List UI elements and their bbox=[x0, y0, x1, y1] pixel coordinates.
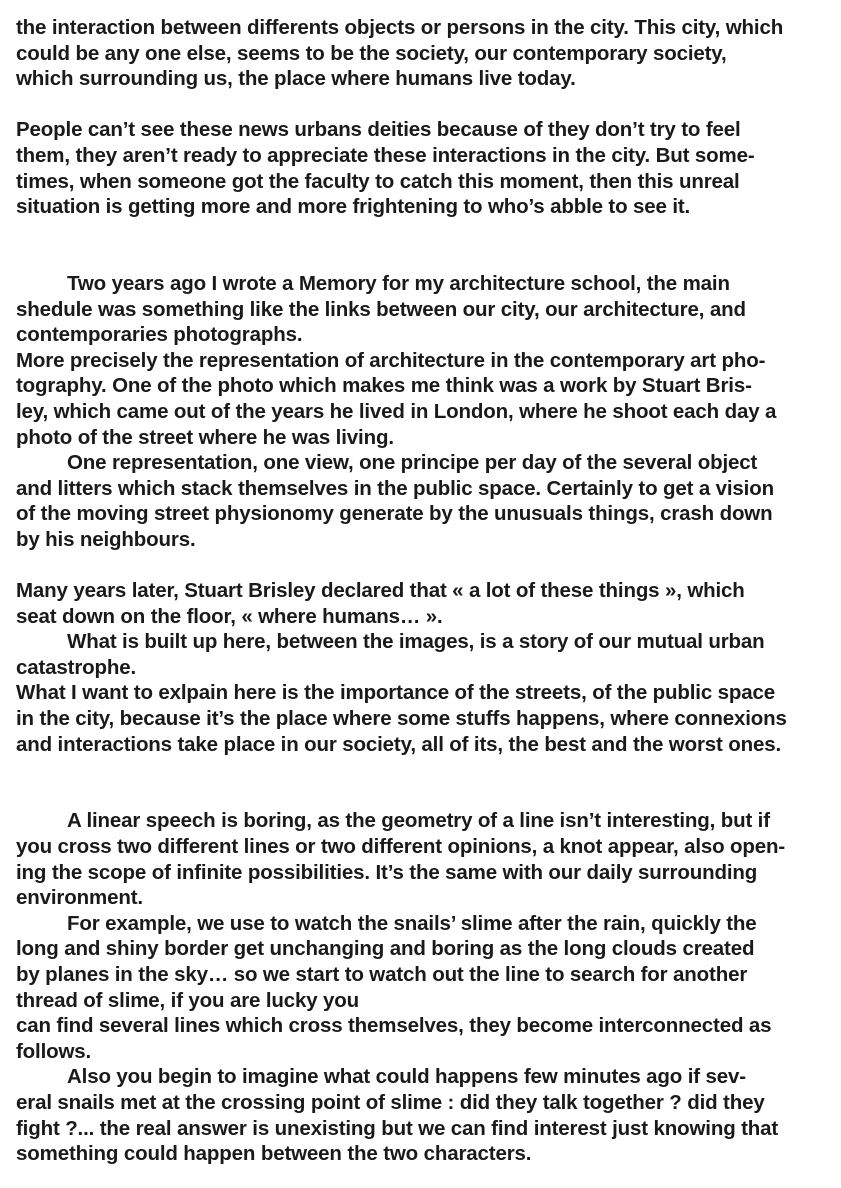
text-line: something could happen between the two characters. bbox=[16, 1142, 532, 1166]
text-line: ley, which came out of the years he lived in London, where he shoot each day a bbox=[16, 399, 777, 423]
text-line: which surrounding us, the place where humans live today. bbox=[16, 67, 576, 91]
text-line: eral snails met at the crossing point of slime : did they talk together ? did they bbox=[16, 1090, 765, 1114]
text-line: could be any one else, seems to be the society, our contemporary society, bbox=[16, 41, 727, 65]
paragraph-several-lines bbox=[16, 1013, 828, 1064]
text-line: ing the scope of infinite possibilities. It’s the same with our daily surrounding bbox=[16, 860, 758, 884]
text-line: in the city, because it’s the place where some stuffs happens, where connexions bbox=[16, 707, 787, 731]
text-line: thread of slime, if you are lucky you bbox=[16, 988, 360, 1012]
text-line: fight ?... the real answer is unexisting but we can find interest just knowing that bbox=[16, 1116, 779, 1140]
text-line: and interactions take place in our society, all of its, the best and the worst ones. bbox=[16, 732, 782, 756]
paragraph-memory bbox=[16, 271, 828, 348]
paragraph-urban-deities bbox=[16, 117, 828, 219]
text-line: What I want to exlpain here is the importance of the streets, of the public space bbox=[16, 681, 776, 705]
text-line: situation is getting more and more frightening to who’s abble to see it. bbox=[16, 195, 691, 219]
text-line: seat down on the floor, « where humans… ». bbox=[16, 604, 443, 628]
text-line: contemporaries photographs. bbox=[16, 323, 303, 347]
text-line: them, they aren’t ready to appreciate these interactions in the city. But some- bbox=[16, 143, 755, 167]
paragraph-importance-streets bbox=[16, 680, 828, 757]
text-line: environment. bbox=[16, 886, 143, 910]
text-line: People can’t see these news urbans deities because of they don’t try to feel bbox=[16, 118, 741, 142]
text-line: by planes in the sky… so we start to watch out the line to search for another bbox=[16, 962, 748, 986]
text-line: long and shiny border get unchanging and boring as the long clouds created bbox=[16, 937, 755, 961]
text-line: Many years later, Stuart Brisley declared that « a lot of these things », which bbox=[16, 579, 745, 603]
paragraph-representation bbox=[16, 348, 828, 450]
text-line: times, when someone got the faculty to catch this moment, then this unreal bbox=[16, 169, 740, 193]
paragraph-city-society bbox=[16, 15, 828, 92]
text-line: shedule was something like the links between our city, our architecture, and bbox=[16, 297, 746, 321]
text-line: the interaction between differents objects or persons in the city. This city, which bbox=[16, 16, 784, 39]
text-line: A linear speech is boring, as the geometry of a line isn’t interesting, but if bbox=[67, 809, 770, 833]
text-line: follows. bbox=[16, 1039, 92, 1063]
text-line: For example, we use to watch the snails’ slime after the rain, quickly the bbox=[67, 911, 757, 935]
paragraph-snails-slime bbox=[16, 911, 828, 1013]
text-line: One representation, one view, one principe per day of the several object bbox=[67, 451, 758, 475]
text-line: tography. One of the photo which makes me think was a work by Stuart Bris- bbox=[16, 374, 752, 398]
text-line: of the moving street physionomy generate by the unusuals things, crash down bbox=[16, 502, 773, 526]
text-line: What is built up here, between the images, is a story of our mutual urban bbox=[67, 630, 765, 654]
paragraph-linear-speech bbox=[16, 808, 828, 910]
text-line: catastrophe. bbox=[16, 655, 137, 679]
section-gap bbox=[16, 220, 828, 271]
text-line: and litters which stack themselves in the public space. Certainly to get a vision bbox=[16, 476, 774, 500]
text-line: Two years ago I wrote a Memory for my architecture school, the main bbox=[67, 271, 730, 295]
paragraph-gap bbox=[16, 92, 828, 118]
paragraph-one-representation bbox=[16, 450, 828, 552]
paragraph-gap bbox=[16, 552, 828, 578]
text-line: you cross two different lines or two different opinions, a knot appear, also open- bbox=[16, 835, 786, 858]
text-line: photo of the street where he was living. bbox=[16, 425, 394, 449]
text-line: More precisely the representation of architecture in the contemporary art pho- bbox=[16, 348, 766, 372]
paragraph-brisley-declared bbox=[16, 578, 828, 629]
text-line: by his neighbours. bbox=[16, 527, 196, 551]
text-line: Also you begin to imagine what could happens few minutes ago if sev- bbox=[67, 1065, 746, 1089]
paragraph-imagine bbox=[16, 1064, 828, 1166]
text-line: can find several lines which cross themselves, they become interconnected as bbox=[16, 1014, 772, 1038]
paragraph-built-up bbox=[16, 629, 828, 680]
document-page bbox=[16, 15, 828, 1167]
section-gap bbox=[16, 757, 828, 808]
